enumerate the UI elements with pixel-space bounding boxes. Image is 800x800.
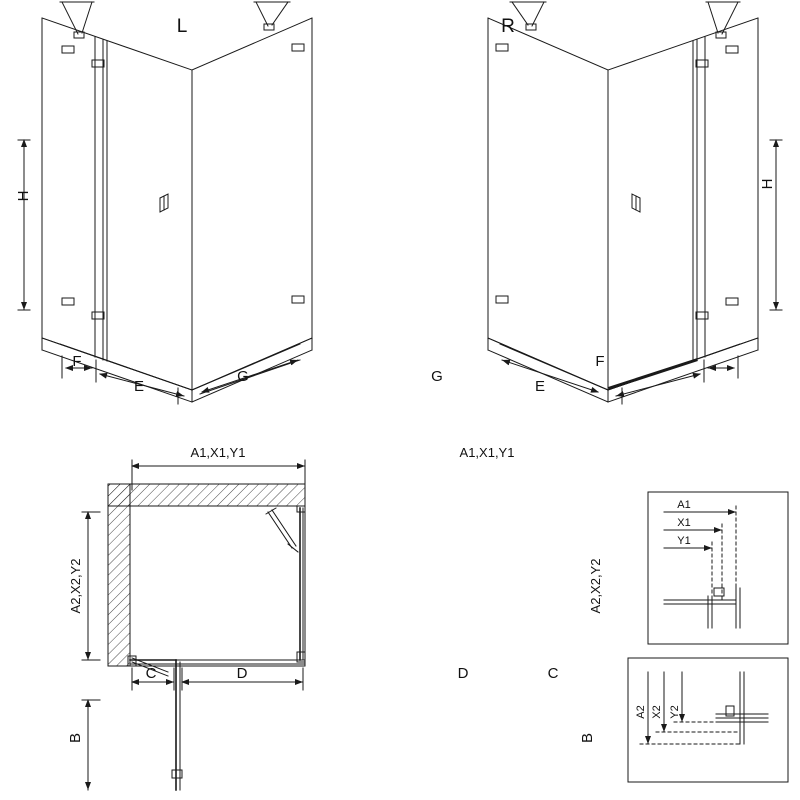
plan-view-left bbox=[82, 460, 305, 790]
label-e-right: E bbox=[534, 378, 546, 395]
label-plan-right-top-dim: A1,X1,Y1 bbox=[459, 445, 515, 460]
label-variant-right: R bbox=[501, 16, 515, 37]
label-f-left: F bbox=[72, 353, 82, 370]
label-h-right: H bbox=[759, 178, 776, 190]
label-plan-right-c: C bbox=[547, 665, 559, 682]
label-plan-right-side-dim: A2,X2,Y2 bbox=[588, 558, 603, 614]
label-plan-left-side-dim: A2,X2,Y2 bbox=[68, 558, 83, 614]
detail-view-bottom bbox=[628, 658, 788, 782]
label-detail-a1: A1 bbox=[677, 499, 691, 511]
label-plan-left-top-dim: A1,X1,Y1 bbox=[190, 445, 246, 460]
iso-view-left bbox=[18, 2, 312, 404]
label-detail-x1: X1 bbox=[677, 517, 691, 529]
detail-view-top bbox=[648, 492, 788, 644]
label-detail-y1: Y1 bbox=[677, 535, 691, 547]
label-plan-right-b: B bbox=[579, 732, 596, 744]
label-plan-left-c: C bbox=[145, 665, 157, 682]
label-g-left: G bbox=[237, 368, 249, 385]
label-f-right: F bbox=[595, 353, 605, 370]
label-h-left: H bbox=[15, 190, 32, 202]
label-detail-a2: A2 bbox=[635, 705, 647, 719]
label-plan-right-d: D bbox=[457, 665, 469, 682]
label-g-right: G bbox=[431, 368, 443, 385]
label-detail-y2: Y2 bbox=[669, 705, 681, 719]
label-plan-left-d: D bbox=[236, 665, 248, 682]
label-variant-left: L bbox=[176, 16, 188, 37]
label-detail-x2: X2 bbox=[651, 705, 663, 719]
label-e-left: E bbox=[133, 378, 145, 395]
label-plan-left-b: B bbox=[67, 732, 84, 744]
iso-view-right bbox=[488, 2, 782, 404]
